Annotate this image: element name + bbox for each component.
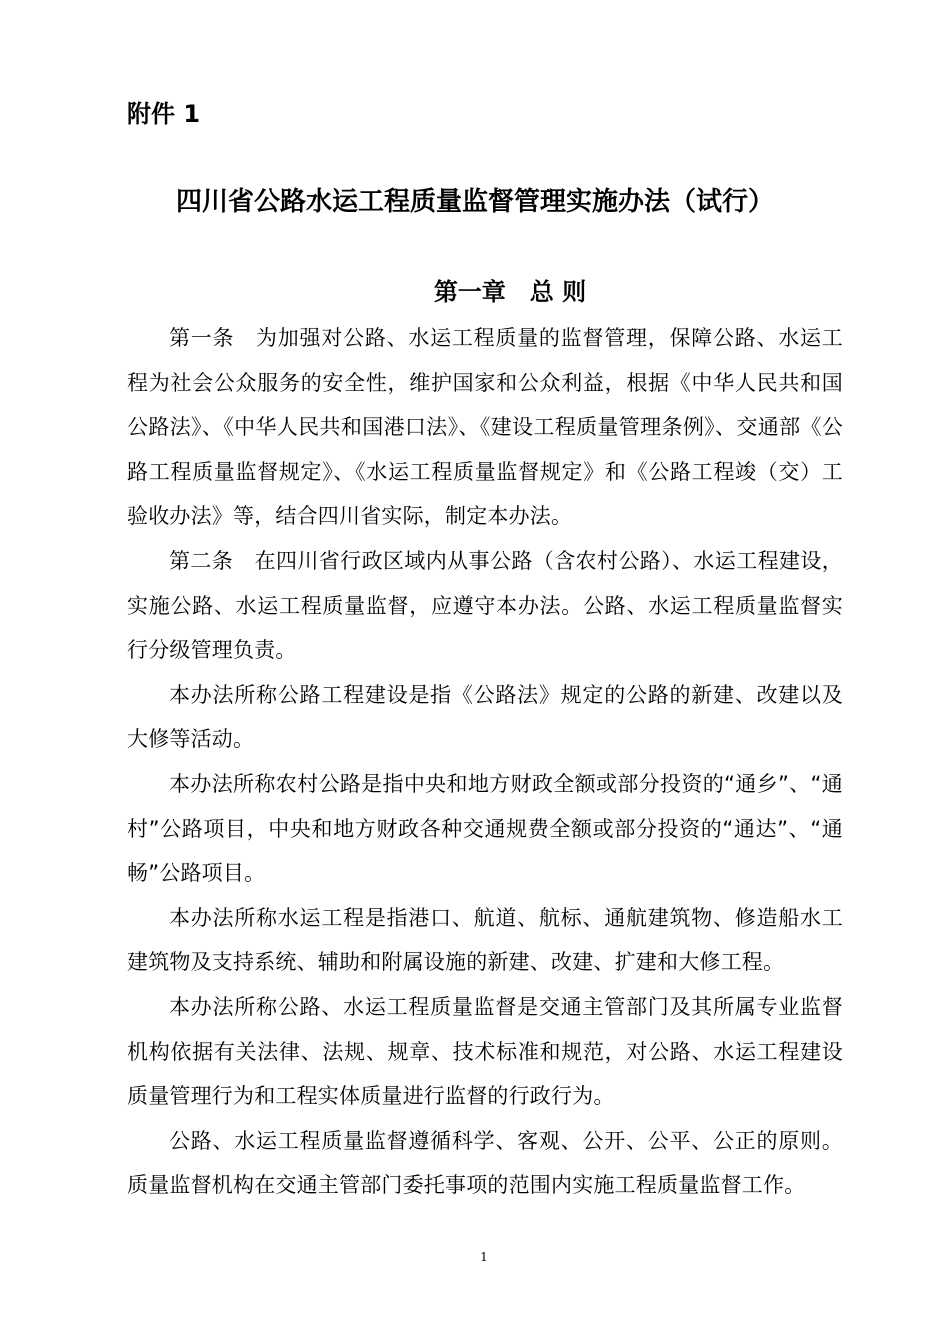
attachment-label: 附件 1 bbox=[127, 100, 201, 128]
document-title: 四川省公路水运工程质量监督管理实施办法（试行） bbox=[175, 187, 774, 217]
chapter-heading: 第一章 总 则 bbox=[433, 278, 587, 306]
paragraph-highway-definition: 本办法所称公路工程建设是指《公路法》规定的公路的新建、改建以及大修等活动。 bbox=[127, 682, 843, 752]
paragraph-article-2: 第二条 在四川省行政区域内从事公路（含农村公路）、水运工程建设，实施公路、水运工程质量监督，应遵守本办法。公路、水运工程质量监督实行分级管理负责。 bbox=[127, 548, 843, 663]
paragraph-principles: 公路、水运工程质量监督遵循科学、客观、公开、公平、公正的原则。质量监督机构在交通主管部门委托事项的范围内实施工程质量监督工作。 bbox=[127, 1128, 843, 1198]
paragraph-rural-road-definition: 本办法所称农村公路是指中央和地方财政全额或部分投资的“通乡”、“通村”公路项目，中央和地方财政各种交通规费全额或部分投资的“通达”、“通畅”公路项目。 bbox=[127, 771, 843, 886]
paragraph-waterway-definition: 本办法所称水运工程是指港口、航道、航标、通航建筑物、修造船水工建筑物及支持系统、辅助和附属设施的新建、改建、扩建和大修工程。 bbox=[127, 905, 843, 975]
paragraph-supervision-definition: 本办法所称公路、水运工程质量监督是交通主管部门及其所属专业监督机构依据有关法律、法规、规章、技术标准和规范，对公路、水运工程建设质量管理行为和工程实体质量进行监督的行政行为。 bbox=[127, 994, 843, 1109]
body-text bbox=[127, 316, 843, 1208]
page-number: 1 bbox=[480, 1250, 488, 1264]
paragraph-article-1: 第一条 为加强对公路、水运工程质量的监督管理，保障公路、水运工程为社会公众服务的安全性，维护国家和公众利益，根据《中华人民共和国公路法》、《中华人民共和国港口法》、《建设工程质量管理条例》、交通部《公路工程质量监督规定》、《水运工程质量监督规定》和《公路工程竣（交）工验收办法》等，结合四川省实际，制定本办法。 bbox=[127, 326, 843, 529]
